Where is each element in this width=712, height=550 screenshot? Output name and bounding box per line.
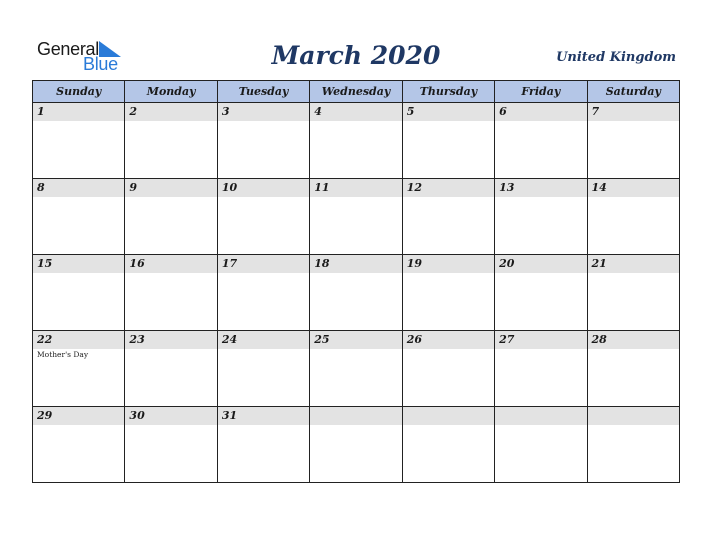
day-cell xyxy=(495,103,587,179)
day-number: 30 xyxy=(125,407,216,425)
day-cell xyxy=(310,331,402,407)
page-title: March 2020 xyxy=(271,41,441,70)
day-number: 20 xyxy=(495,255,586,273)
logo-text-blue: Blue xyxy=(83,54,118,74)
day-cell xyxy=(402,179,494,255)
day-number: 5 xyxy=(403,103,494,121)
day-cell xyxy=(310,255,402,331)
day-number xyxy=(495,407,586,425)
day-number: 24 xyxy=(218,331,309,349)
weekday-header: Thursday xyxy=(402,81,494,103)
day-number: 15 xyxy=(33,255,124,273)
day-cell xyxy=(217,103,309,179)
day-number: 4 xyxy=(310,103,401,121)
day-cell xyxy=(495,179,587,255)
day-number: 8 xyxy=(33,179,124,197)
day-cell xyxy=(33,407,125,483)
day-cell xyxy=(125,255,217,331)
day-cell xyxy=(587,103,679,179)
day-cell xyxy=(217,407,309,483)
day-number: 23 xyxy=(125,331,216,349)
country-label: United Kingdom xyxy=(556,50,676,65)
day-number: 10 xyxy=(218,179,309,197)
day-cell xyxy=(217,179,309,255)
day-number: 7 xyxy=(588,103,679,121)
day-number: 3 xyxy=(218,103,309,121)
day-cell xyxy=(402,407,494,483)
day-number: 9 xyxy=(125,179,216,197)
day-cell xyxy=(495,407,587,483)
weekday-header: Monday xyxy=(125,81,217,103)
weekday-header: Sunday xyxy=(33,81,125,103)
day-cell xyxy=(310,179,402,255)
day-number: 1 xyxy=(33,103,124,121)
day-cell xyxy=(310,103,402,179)
weekday-header: Wednesday xyxy=(310,81,402,103)
day-cell xyxy=(217,255,309,331)
day-cell xyxy=(125,179,217,255)
day-number: 16 xyxy=(125,255,216,273)
calendar-grid xyxy=(32,80,680,483)
day-cell xyxy=(495,255,587,331)
weekday-header-row xyxy=(33,81,680,103)
day-cell xyxy=(587,179,679,255)
day-cell xyxy=(33,331,125,407)
day-cell xyxy=(587,255,679,331)
day-number: 11 xyxy=(310,179,401,197)
day-number: 2 xyxy=(125,103,216,121)
day-number: 29 xyxy=(33,407,124,425)
day-cell xyxy=(587,407,679,483)
day-cell xyxy=(33,255,125,331)
day-number: 31 xyxy=(218,407,309,425)
week-row xyxy=(33,103,680,179)
generalblue-logo xyxy=(37,40,137,74)
day-number: 22 xyxy=(33,331,124,349)
day-number xyxy=(588,407,679,425)
day-number: 26 xyxy=(403,331,494,349)
weekday-header: Tuesday xyxy=(217,81,309,103)
week-row xyxy=(33,179,680,255)
day-cell xyxy=(33,103,125,179)
day-number xyxy=(310,407,401,425)
day-number: 19 xyxy=(403,255,494,273)
day-number: 18 xyxy=(310,255,401,273)
day-number xyxy=(403,407,494,425)
day-cell xyxy=(402,103,494,179)
holiday-label: Mother's Day xyxy=(37,350,89,359)
day-cell xyxy=(125,331,217,407)
day-cell xyxy=(402,255,494,331)
day-cell xyxy=(33,179,125,255)
day-cell xyxy=(217,331,309,407)
day-number: 27 xyxy=(495,331,586,349)
day-number: 14 xyxy=(588,179,679,197)
week-row xyxy=(33,407,680,483)
day-number: 17 xyxy=(218,255,309,273)
weekday-header: Friday xyxy=(495,81,587,103)
day-cell xyxy=(587,331,679,407)
day-cell xyxy=(495,331,587,407)
day-cell xyxy=(310,407,402,483)
day-number: 25 xyxy=(310,331,401,349)
day-number: 13 xyxy=(495,179,586,197)
day-number: 12 xyxy=(403,179,494,197)
day-number: 28 xyxy=(588,331,679,349)
day-cell xyxy=(125,103,217,179)
weekday-header: Saturday xyxy=(587,81,679,103)
week-row xyxy=(33,331,680,407)
day-number: 21 xyxy=(588,255,679,273)
day-number: 6 xyxy=(495,103,586,121)
week-row xyxy=(33,255,680,331)
logo-text-general: General xyxy=(37,39,99,59)
day-cell xyxy=(402,331,494,407)
day-cell xyxy=(125,407,217,483)
